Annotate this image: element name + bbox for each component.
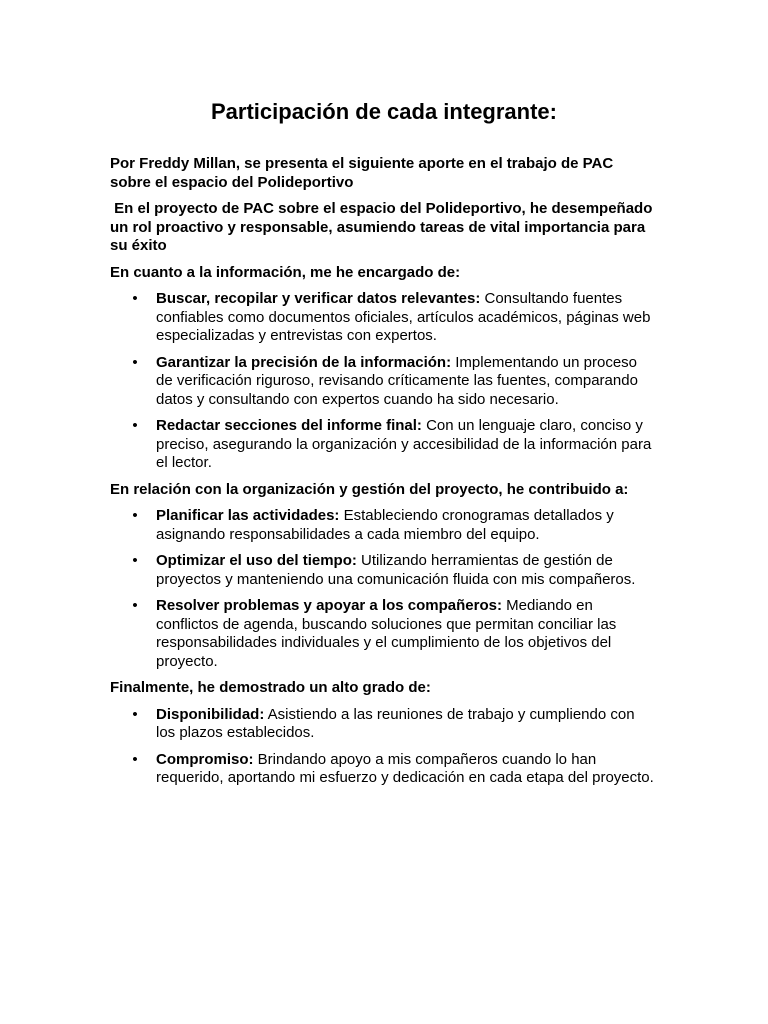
bullet-icon: • <box>132 597 138 614</box>
bullet-icon: • <box>132 705 138 723</box>
bullet-list-final <box>110 706 655 788</box>
list-item <box>110 552 655 589</box>
bullet-icon: • <box>132 507 138 524</box>
item-term: Resolver problemas y apoyar a los compañeros: <box>156 597 502 614</box>
item-term: Optimizar el uso del tiempo: <box>156 552 357 569</box>
item-term: Garantizar la precisión de la información: <box>156 353 452 371</box>
list-item <box>110 751 655 788</box>
item-text: Consultando fuentes confiables como documentos oficiales, artículos académicos, páginas web especializadas y entrevistas con expertos. <box>156 290 651 344</box>
item-text: Implementando un proceso de verificación riguroso, revisando críticamente las fuentes, comparando datos y consultando con expertos cuando ha sido necesario. <box>156 353 638 408</box>
item-text: Con un lenguaje claro, conciso y preciso, asegurando la organización y accesibilidad de la información para el lector. <box>156 417 652 471</box>
item-text: Utilizando herramientas de gestión de proyectos y manteniendo una comunicación fluida con mis compañeros. <box>156 552 636 588</box>
section-heading-organization: En relación con la organización y gestión del proyecto, he contribuido a: <box>110 480 629 498</box>
intro-paragraph: Por Freddy Millan, se presenta el siguiente aporte en el trabajo de PAC sobre el espacio del Polideportivo <box>110 155 614 191</box>
page-title: Participación de cada integrante: <box>211 99 557 124</box>
item-term: Disponibilidad: <box>156 705 265 723</box>
list-item <box>110 417 655 473</box>
item-text: Mediando en conflictos de agenda, buscando soluciones que permitan conciliar las responsabilidades individuales y el cumplimiento de los objetivos del proyecto. <box>156 597 617 670</box>
bullet-icon: • <box>132 750 138 768</box>
list-item <box>110 706 655 743</box>
section-heading-information: En cuanto a la información, me he encargado de: <box>110 263 461 281</box>
item-text: Estableciendo cronogramas detallados y asignando responsabilidades a cada miembro del equipo. <box>156 507 614 543</box>
document-body <box>110 155 655 796</box>
item-term: Planificar las actividades: <box>156 507 340 524</box>
bullet-icon: • <box>132 290 138 307</box>
bullet-list-organization <box>110 507 655 671</box>
item-term: Buscar, recopilar y verificar datos relevantes: <box>156 290 481 307</box>
bullet-icon: • <box>132 353 138 371</box>
item-text: Brindando apoyo a mis compañeros cuando lo han requerido, aportando mi esfuerzo y dedicación en cada etapa del proyecto. <box>156 750 654 786</box>
section-heading-final: Finalmente, he demostrado un alto grado de: <box>110 679 431 696</box>
list-item <box>110 354 655 410</box>
item-text: Asistiendo a las reuniones de trabajo y cumpliendo con los plazos establecidos. <box>156 705 635 741</box>
list-item <box>110 290 655 346</box>
item-term: Redactar secciones del informe final: <box>156 417 422 434</box>
list-item <box>110 597 655 671</box>
role-paragraph: En el proyecto de PAC sobre el espacio del Polideportivo, he desempeñado un rol proactivo y responsable, asumiendo tareas de vital importancia para su éxito <box>110 200 657 254</box>
bullet-list-information <box>110 290 655 473</box>
item-term: Compromiso: <box>156 750 254 768</box>
bullet-icon: • <box>132 417 138 434</box>
bullet-icon: • <box>132 552 138 569</box>
list-item <box>110 507 655 544</box>
